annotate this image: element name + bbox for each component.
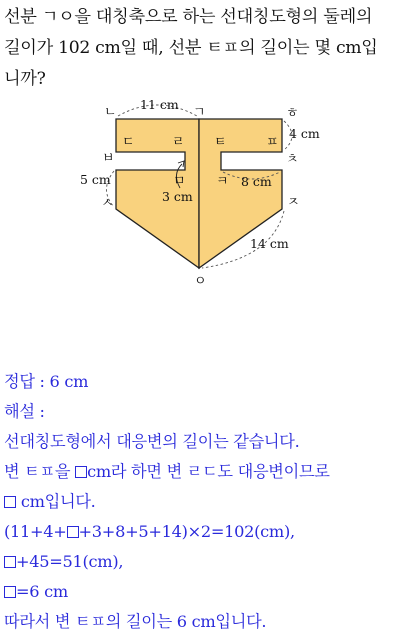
answer-step-2-b: cm라 하면 변 ㄹㄷ도 대응변이므로 <box>87 462 330 481</box>
vertex-k: ㅋ <box>216 174 229 189</box>
answer-result: 정답 : 6 cm <box>4 372 89 391</box>
vertex-b: ㅂ <box>102 151 115 166</box>
vertex-g: ㄱ <box>193 105 206 120</box>
vertex-n: ㄴ <box>104 105 117 120</box>
label-4cm: 4 cm <box>289 126 320 141</box>
blank-box <box>4 556 16 568</box>
blank-box <box>4 586 16 598</box>
answer-equation-1 <box>4 522 398 542</box>
blank-box <box>4 496 16 508</box>
answer-step-3-text: cm입니다. <box>20 492 96 511</box>
vertex-m: ㅁ <box>173 174 186 189</box>
vertex-d: ㄷ <box>122 135 135 150</box>
vertex-ch: ㅊ <box>286 152 299 167</box>
answer-conclusion: 따라서 변 ㅌㅍ의 길이는 6 cm입니다. <box>4 612 267 631</box>
symmetric-figure <box>0 0 400 300</box>
vertex-o: ㅇ <box>194 274 207 289</box>
vertex-j: ㅈ <box>287 195 300 210</box>
vertex-t: ㅌ <box>214 135 227 150</box>
blank-box <box>75 466 87 478</box>
blank-box <box>67 526 79 538</box>
notch-depth-arrowhead <box>178 161 184 167</box>
answer-equation-2 <box>4 552 398 572</box>
label-14cm: 14 cm <box>250 236 289 251</box>
answer-explanation-heading: 해설 : <box>4 402 45 421</box>
label-8cm: 8 cm <box>241 174 272 189</box>
answer-equation-1-a: (11+4+ <box>4 522 67 541</box>
answer-step-2-a: 변 ㅌㅍ을 <box>4 462 71 481</box>
answer-step-1: 선대칭도형에서 대응변의 길이는 같습니다. <box>4 432 300 451</box>
answer-equation-3-text: =6 cm <box>16 582 68 601</box>
vertex-h: ㅎ <box>286 106 299 121</box>
answer-step-2 <box>4 462 398 482</box>
vertex-s: ㅅ <box>101 196 114 211</box>
answer-equation-1-b: +3+8+5+14)×2=102(cm), <box>78 522 295 541</box>
label-11cm: 11 cm <box>140 97 179 112</box>
answer-equation-2-text: +45=51(cm), <box>16 552 124 571</box>
question-text: 선분 ㄱㅇ을 대칭축으로 하는 선대칭도형의 둘레의 길이가 102 cm일 때, 선분 ㅌㅍ의 길이는 몇 cm입 니까? <box>4 7 378 89</box>
vertex-r: ㄹ <box>172 135 185 150</box>
answer-equation-3 <box>4 582 398 602</box>
answer-step-3 <box>4 492 398 512</box>
label-3cm: 3 cm <box>162 189 193 204</box>
vertex-p: ㅍ <box>266 135 279 150</box>
label-5cm: 5 cm <box>80 172 111 187</box>
